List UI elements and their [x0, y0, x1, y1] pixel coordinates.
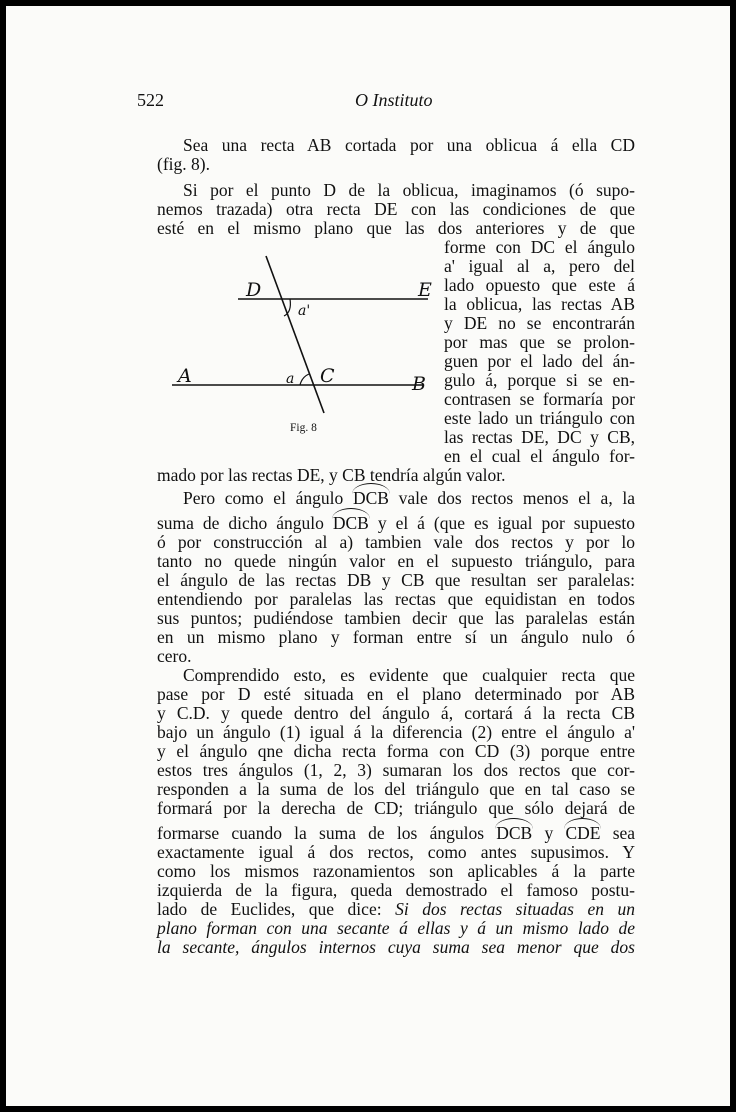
italic-quote: plano forman con una secante á ellas y á un mismo lado de — [157, 918, 635, 938]
text-line: lado opuesto que este á — [444, 275, 635, 295]
text-line: pase por D esté situada en el plano determinado por AB — [157, 684, 635, 704]
text-line: Comprendido esto, es evidente que cualquier recta que — [183, 665, 635, 685]
text-span: formarse cuando la suma de los ángulos — [157, 823, 485, 843]
text-line: y DE no se encontrarán — [444, 313, 635, 333]
text-line: exactamente igual á dos rectos, como antes supusimos. Y — [157, 842, 635, 862]
angle-dcb: DCB — [332, 513, 369, 533]
text-line: en el cual el ángulo for- — [444, 446, 635, 466]
oblique-line-cd — [266, 256, 324, 413]
label-c: C — [320, 365, 335, 387]
text-line: entendiendo por paralelas las rectas que equidistan en todos — [157, 589, 635, 609]
text-line — [157, 514, 635, 533]
figure-caption: Fig. 8 — [290, 422, 317, 434]
text-span: sea — [612, 823, 636, 843]
text-line: a' igual al a, pero del — [444, 256, 635, 276]
text-line: como los mismos razonamientos son aplicables á la parte — [157, 861, 635, 881]
text-line: ó por construcción al a) tambien vale dos rectos y por lo — [157, 532, 635, 552]
text-span: Pero como el ángulo — [183, 488, 344, 508]
text-span: vale dos rectos menos el a, la — [398, 488, 636, 508]
text-line: guen por el lado del án- — [444, 351, 635, 371]
text-line: forme con DC el ángulo — [444, 237, 635, 257]
label-a: A — [178, 365, 192, 387]
angle-a-arc — [300, 374, 309, 385]
text-span: y — [544, 823, 554, 843]
text-line: y el ángulo qne dicha recta forma con CD (3) porque entre — [157, 741, 635, 761]
text-line: contrasen se formaría por — [444, 389, 635, 409]
text-line: (fig. 8). — [157, 154, 210, 174]
text-line: cero. — [157, 646, 192, 666]
text-span: y el á (que es igual por supuesto — [377, 513, 636, 533]
text-line: izquierda de la figura, queda demostrado el famoso postu- — [157, 880, 635, 900]
angle-dcb: DCB — [352, 488, 389, 508]
geometry-figure — [166, 250, 438, 450]
text-span: lado de Euclides, que dice: — [157, 899, 382, 919]
text-line: en un mismo plano y forman entre sí un ángulo nulo ó — [157, 627, 635, 647]
text-line: y C.D. y quede dentro del ángulo á, cortará á la recta CB — [157, 703, 635, 723]
text-line: esté en el mismo plano que las dos anteriores y de que — [157, 218, 635, 238]
text-span: suma de dicho ángulo — [157, 513, 324, 533]
text-line: mado por las rectas DE, y CB tendría algún valor. — [157, 465, 506, 485]
label-b: B — [412, 373, 426, 395]
text-line: bajo un ángulo (1) igual á la diferencia (2) entre el ángulo a' — [157, 722, 635, 742]
angle-dcb: DCB — [496, 823, 533, 843]
text-line: por mas que se prolon- — [444, 332, 635, 352]
text-line: gulo á, porque si se en- — [444, 370, 635, 390]
angle-cde: CDE — [565, 823, 601, 843]
text-line: el ángulo de las rectas DB y CB que resultan ser paralelas: — [157, 570, 635, 590]
text-line: estos tres ángulos (1, 2, 3) sumaran los dos rectos que cor- — [157, 760, 635, 780]
text-line: sus puntos; pudiéndose tambien decir que las paralelas están — [157, 608, 635, 628]
text-line: la oblicua, las rectas AB — [444, 294, 635, 314]
text-line — [183, 489, 635, 508]
running-title: O Instituto — [355, 90, 433, 110]
text-line: Sea una recta AB cortada por una oblicua á ella CD — [183, 135, 635, 155]
text-line: Si por el punto D de la oblicua, imaginamos (ó supo- — [183, 180, 635, 200]
italic-quote: Si dos rectas situadas en un — [395, 899, 636, 919]
text-line: tanto no quede ningún valor en el supuesto triángulo, para — [157, 551, 635, 571]
label-angle-a: a — [286, 371, 295, 387]
text-line — [157, 824, 635, 843]
text-line: nemos trazada) otra recta DE con las condiciones de que — [157, 199, 635, 219]
label-e: E — [418, 279, 432, 301]
text-line: responden a la suma de los del triángulo que en tal caso se — [157, 779, 635, 799]
text-line: formará por la derecha de CD; triángulo que sólo dejará de — [157, 798, 635, 818]
page-number: 522 — [137, 90, 164, 110]
text-line — [157, 900, 635, 919]
book-page — [6, 6, 730, 1106]
text-line: las rectas DE, DC y CB, — [444, 427, 635, 447]
label-d: D — [246, 279, 262, 301]
label-angle-a-prime: a' — [298, 303, 311, 319]
italic-quote: la secante, ángulos internos cuya suma sea menor que dos — [157, 937, 635, 957]
text-line: este lado un triángulo con — [444, 408, 635, 428]
